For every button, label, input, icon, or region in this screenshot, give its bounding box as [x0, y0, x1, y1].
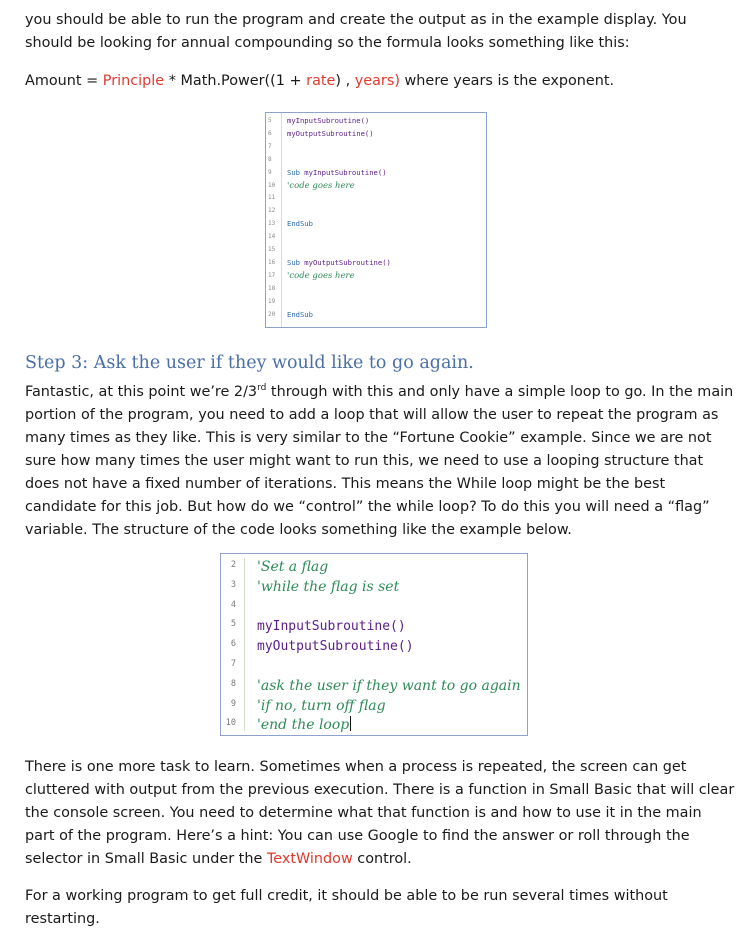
formula-mid1: * Math.Power((1 + [164, 73, 307, 89]
code-text [257, 556, 328, 578]
code-line [266, 310, 486, 321]
line-number: 8 [230, 678, 236, 689]
line-number: 9 [230, 698, 236, 709]
line-number: 2 [230, 560, 236, 570]
closing-text: There is one more task to learn. Sometimes when a process is repeated, the screen can get cluttered with output from the previous execution. There is a function in Small Basic that will clear the console screen. You need to determine what that function is and how to use it in the main part of the program. Here’s a hint: You can use Google to find the answer or roll through the selector in Small Basic under the [25, 759, 735, 867]
code-line [266, 116, 486, 127]
code-line [266, 168, 486, 179]
line-number: 11 [268, 194, 276, 202]
line-number: 16 [268, 258, 276, 266]
code-comment: 'code goes here [287, 180, 355, 191]
code-text [257, 714, 351, 736]
code-comment: 'Set a flag [257, 559, 329, 575]
formula-prefix: Amount = [25, 73, 103, 89]
line-number: 18 [268, 284, 276, 292]
line-number: 10 [268, 181, 276, 189]
code-line [266, 219, 486, 230]
code-text [257, 635, 414, 657]
code-text [257, 675, 521, 697]
step3-text-start: Fantastic, at this point we’re 2/3 [25, 383, 258, 400]
code-keyword: Sub [287, 257, 300, 267]
textwindow-term: TextWindow [266, 851, 353, 867]
code-line [221, 714, 527, 734]
line-number: 20 [268, 310, 276, 318]
code-statement: myInputSubroutine() [287, 116, 370, 125]
line-number: 9 [268, 168, 272, 176]
line-number: 14 [268, 233, 276, 241]
line-number: 6 [230, 639, 236, 650]
formula-rate: rate [306, 73, 336, 89]
line-number: 5 [230, 619, 236, 630]
code-line [266, 297, 486, 308]
code-text [287, 310, 313, 321]
closing-text-end: control. [352, 851, 412, 867]
closing-paragraph [25, 756, 735, 871]
line-number: 15 [268, 246, 276, 253]
code-line [221, 615, 527, 635]
step3-text-rest: through with this and only have a simple loop to go. In the main portion of the program, you need to add a loop that will allow the user to repeat the program as many times as they like. This is very similar to the “Fortune Cookie” example. Since we are not sure how many times the user might want to run this, we need to use a looping structure that does not have a fixed number of iterations. This means the While loop might be the best candidate for this job. But how do we “control” the while loop? To do this you will need a “flag” variable. The structure of the code looks something like the example below. [25, 383, 734, 538]
code-statement: myOutputSubroutine() [287, 128, 374, 138]
formula-mid2: ) , [335, 73, 355, 89]
line-number: 12 [268, 207, 276, 215]
code-line [266, 258, 486, 269]
code-screenshot-loop [220, 553, 528, 736]
code-text [257, 615, 406, 637]
code-statement: myOutputSubroutine() [257, 639, 414, 655]
code-text [287, 129, 374, 140]
line-number: 8 [268, 155, 272, 163]
line-number: 17 [268, 271, 276, 279]
line-number: 7 [230, 659, 236, 669]
line-number: 4 [230, 599, 236, 610]
code-comment: 'code goes here [287, 270, 355, 281]
code-text [257, 695, 386, 717]
code-line [266, 232, 486, 243]
code-line [221, 675, 527, 695]
code-line [266, 193, 486, 204]
code-statement: myOutputSubroutine() [299, 257, 391, 267]
code-line [266, 284, 486, 295]
code-line [221, 635, 527, 655]
code-statement: myInputSubroutine() [257, 619, 406, 635]
code-line [266, 206, 486, 217]
code-line [266, 181, 486, 192]
code-text [287, 258, 391, 269]
code-line [221, 695, 527, 715]
code-comment: 'if no, turn off flag [257, 697, 386, 714]
line-number: 10 [225, 718, 236, 729]
code-keyword: EndSub [287, 309, 313, 319]
code-comment: 'ask the user if they want to go again [257, 677, 521, 694]
code-line [266, 155, 486, 166]
code-line [221, 655, 527, 675]
formula-principle: Principle [102, 73, 165, 89]
credit-note: For a working program to get full credit, it should be able to be run several times without restarting. [25, 888, 668, 927]
line-number: 6 [268, 129, 272, 137]
code-line [266, 271, 486, 282]
code-keyword: EndSub [287, 219, 313, 229]
code-text [287, 271, 355, 282]
code-keyword: Sub [287, 167, 300, 177]
step3-heading: Step 3: Ask the user if they would like to go again. [25, 353, 474, 373]
code-line [221, 576, 527, 596]
code-line [221, 596, 527, 616]
line-number: 19 [268, 297, 276, 305]
code-line [266, 129, 486, 140]
formula-years: years) [354, 73, 400, 89]
code-line [266, 245, 486, 256]
line-number: 7 [268, 142, 272, 150]
code-line [221, 556, 527, 576]
formula-suffix: where years is the exponent. [399, 73, 615, 89]
line-number: 13 [268, 220, 276, 228]
code-text [257, 576, 399, 598]
code-comment: 'while the flag is set [257, 578, 400, 595]
code-statement: myInputSubroutine() [299, 167, 387, 177]
code-comment: 'end the loop [257, 717, 350, 734]
step3-paragraph [25, 377, 735, 542]
step3-superscript: rd [257, 383, 267, 393]
code-screenshot-subroutines [265, 112, 487, 328]
code-line [266, 142, 486, 153]
code-text [287, 168, 387, 179]
formula-line [25, 70, 735, 93]
line-number: 3 [230, 579, 236, 590]
intro-paragraph: you should be able to run the program and create the output as in the example display. You should be looking for annual compounding so the formula looks something like this: [25, 12, 687, 51]
code-text [287, 116, 369, 127]
code-text [287, 181, 355, 192]
text-cursor [350, 716, 351, 731]
code-text [287, 219, 313, 230]
line-number: 5 [268, 117, 272, 124]
